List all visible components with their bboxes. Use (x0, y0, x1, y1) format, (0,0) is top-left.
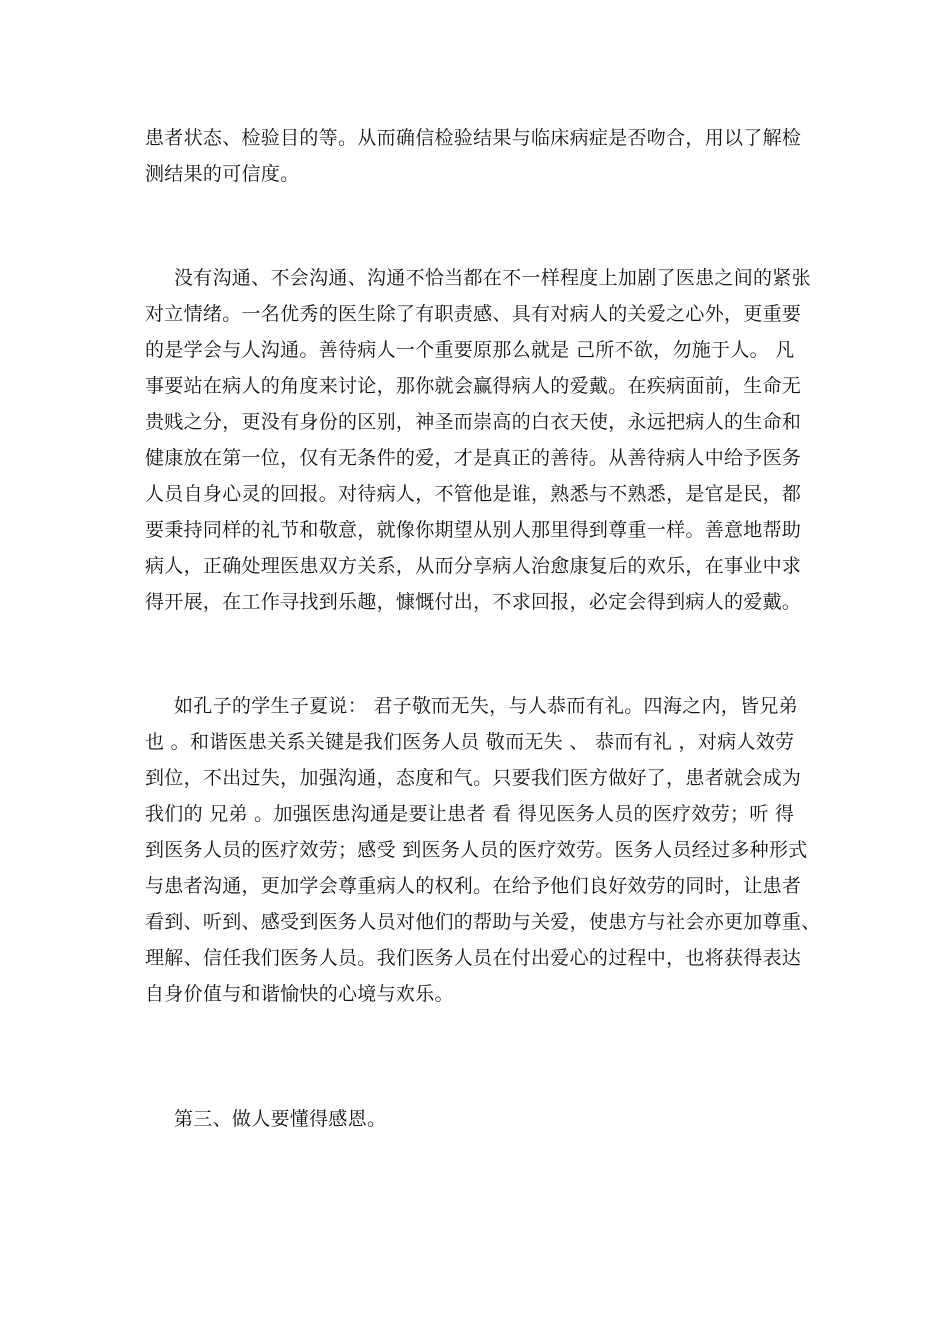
paragraph-3-line-9: 自身价值与和谐愉快的心境与欢乐。 (145, 983, 454, 1005)
paragraph-2-line-7: 人员自身心灵的回报。对待病人，不管他是谁，熟悉与不熟悉，是官是民，都 (145, 483, 802, 505)
paragraph-2-line-4: 事要站在病人的角度来讨论，那你就会赢得病人的爱戴。在疾病面前，生命无 (145, 375, 802, 397)
paragraph-2-line-10: 得开展，在工作寻找到乐趣，慷慨付出，不求回报，必定会得到病人的爱戴。 (145, 591, 802, 613)
paragraph-2-line-2: 对立情绪。一名优秀的医生除了有职责感、具有对病人的关爱之心外，更重要 (145, 303, 802, 325)
paragraph-3-line-3: 到位，不出过失，加强沟通，态度和气。只要我们医方做好了，患者就会成为 (145, 767, 802, 789)
paragraph-2-line-5: 贵贱之分，更没有身份的区别，神圣而崇高的白衣天使，永远把病人的生命和 (145, 411, 802, 433)
paragraph-3-line-2: 也 。和谐医患关系关键是我们医务人员 敬而无失 、 恭而有礼 ，对病人效劳 (145, 731, 795, 753)
paragraph-1-line-2: 测结果的可信度。 (145, 163, 300, 185)
paragraph-2-line-6: 健康放在第一位，仅有无条件的爱，才是真正的善待。从善待病人中给予医务 (145, 447, 802, 469)
paragraph-2-line-1: 没有沟通、不会沟通、沟通不恰当都在不一样程度上加剧了医患之间的紧张 (174, 267, 811, 289)
paragraph-4-line-1: 第三、做人要懂得感恩。 (174, 1108, 387, 1130)
paragraph-2-line-9: 病人，正确处理医患双方关系，从而分享病人治愈康复后的欢乐，在事业中求 (145, 555, 802, 577)
paragraph-3-line-5: 到医务人员的医疗效劳；感受 到医务人员的医疗效劳。医务人员经过多种形式 (145, 839, 808, 861)
paragraph-2-line-8: 要秉持同样的礼节和敬意，就像你期望从别人那里得到尊重一样。善意地帮助 (145, 519, 802, 541)
paragraph-3-line-8: 理解、信任我们医务人员。我们医务人员在付出爱心的过程中，也将获得表达 (145, 947, 802, 969)
paragraph-3-line-1: 如孔子的学生子夏说： 君子敬而无失，与人恭而有礼。四海之内，皆兄弟 (174, 695, 798, 717)
paragraph-3-line-7: 看到、听到、感受到医务人员对他们的帮助与关爱，使患方与社会亦更加尊重、 (145, 911, 821, 933)
paragraph-1-line-1: 患者状态、检验目的等。从而确信检验结果与临床病症是否吻合，用以了解检 (145, 127, 802, 149)
paragraph-3-line-6: 与患者沟通，更加学会尊重病人的权利。在给予他们良好效劳的同时，让患者 (145, 875, 802, 897)
paragraph-2-line-3: 的是学会与人沟通。善待病人一个重要原那么就是 己所不欲，勿施于人。 凡 (145, 339, 795, 361)
paragraph-3-line-4: 我们的 兄弟 。加强医患沟通是要让患者 看 得见医务人员的医疗效劳；听 得 (145, 803, 795, 825)
